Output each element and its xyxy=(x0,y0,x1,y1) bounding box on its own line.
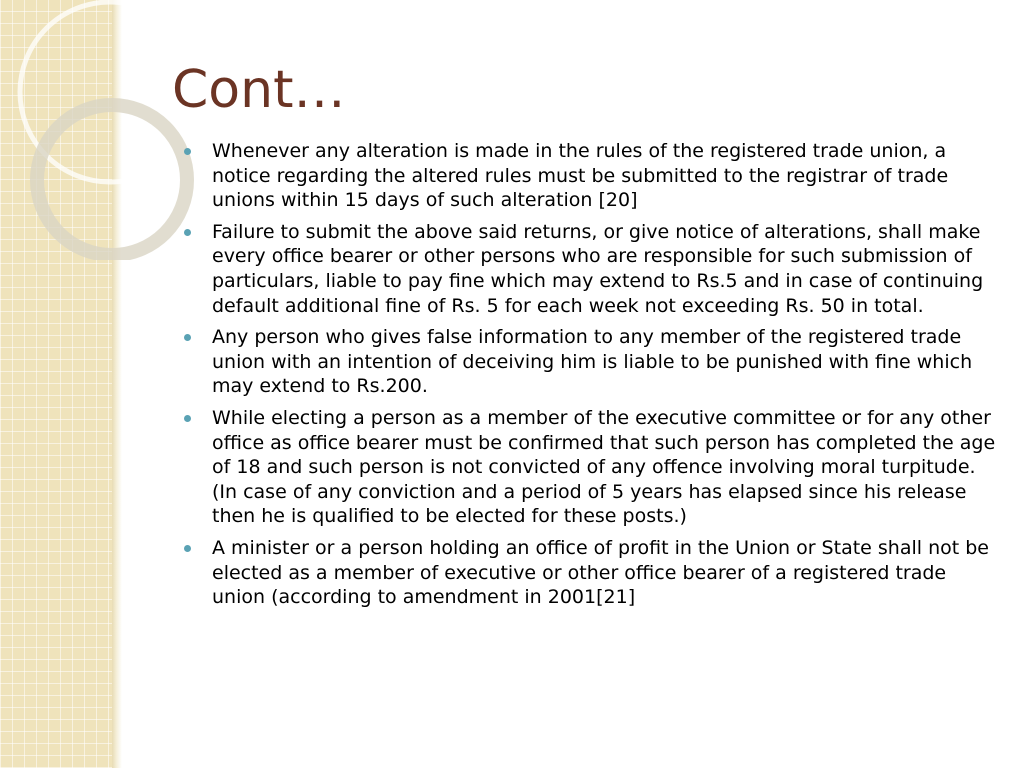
bullet-text: Whenever any alteration is made in the rules of the registered trade union, a notice regarding the altered rules must be submitted to the registrar of trade unions within 15 days of such alteration [20] xyxy=(212,140,949,212)
bullet-item xyxy=(184,139,999,213)
bullet-text: Failure to submit the above said returns, or give notice of alterations, shall make every office bearer or other persons who are responsible for such submission of particulars, liable to pay fine which may extend to Rs.5 and in case of continuing default additional fine of Rs. 5 for each week not exceeding Rs. 50 in total. xyxy=(212,220,984,317)
bullet-item xyxy=(184,406,999,529)
bullet-dot-icon xyxy=(184,148,191,155)
bullet-dot-icon xyxy=(184,415,191,422)
bullet-list xyxy=(184,139,999,617)
bullet-item xyxy=(184,536,999,610)
bullet-text: A minister or a person holding an office of profit in the Union or State shall not be elected as a member of executive or other office bearer of a registered trade union (according to amendment in 2001[21] xyxy=(212,536,989,609)
bullet-text: While electing a person as a member of the executive committee or for any other office as office bearer must be confirmed that such person has completed the age of 18 and such person is not convicted of any offence involving moral turpitude. (In case of any conviction and a period of 5 years has elapsed since his release then he is qualified to be elected for these posts.) xyxy=(212,406,996,528)
bullet-text: Any person who gives false information to any member of the registered trade union with an intention of deceiving him is liable to be punished with fine which may extend to Rs.200. xyxy=(212,326,973,398)
bullet-dot-icon xyxy=(184,334,191,341)
bullet-dot-icon xyxy=(184,545,191,552)
slide-title: Cont… xyxy=(172,60,346,120)
bullet-item xyxy=(184,220,999,318)
bullet-item xyxy=(184,325,999,399)
bullet-dot-icon xyxy=(184,229,191,236)
